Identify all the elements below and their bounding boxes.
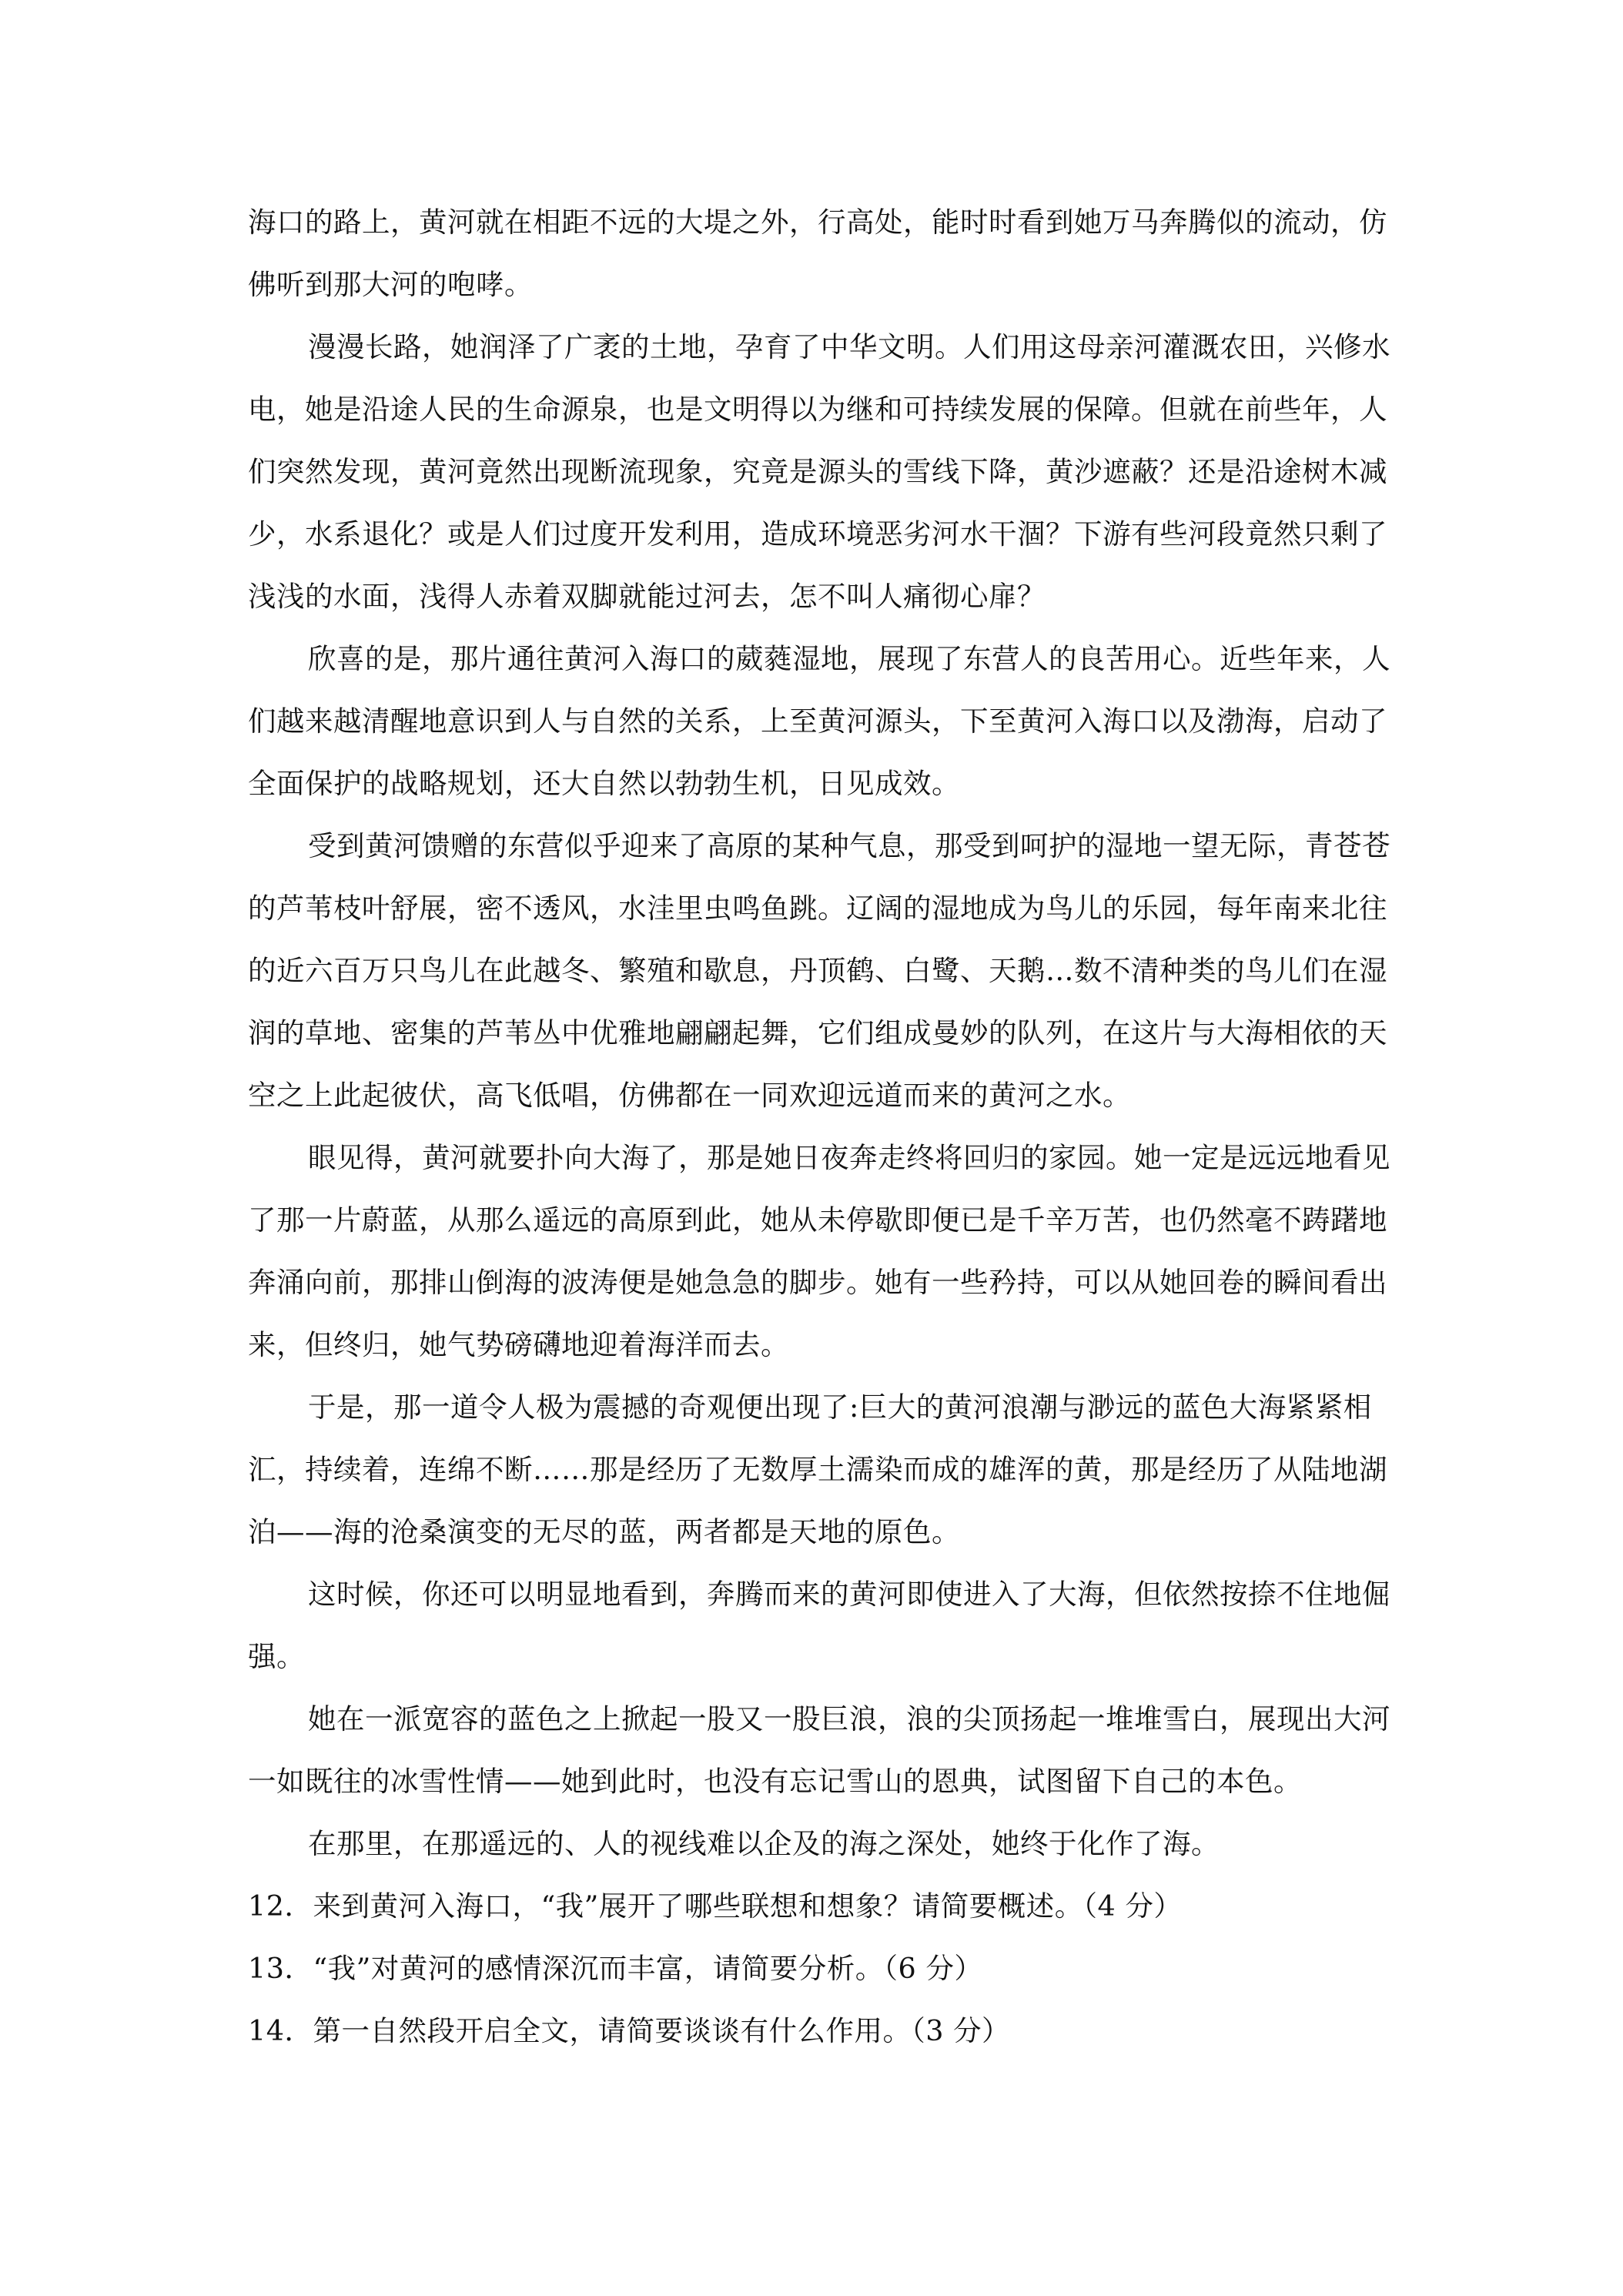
article-body: [248, 191, 1390, 2062]
paragraph-8: [248, 1688, 1390, 1812]
question-14: [248, 2000, 1386, 2062]
question-number: 13．: [248, 1952, 313, 1985]
text-line: 奔涌向前，那排山倒海的波涛便是她急急的脚步。她有一些矜持，可以从她回卷的瞬间看出: [248, 1266, 1387, 1299]
question-list: [248, 1875, 1386, 2062]
text-line: 浅浅的水面，浅得人赤着双脚就能过河去，怎不叫人痛彻心扉？: [248, 580, 1046, 613]
text-line: 海口的路上，黄河就在相距不远的大堤之外，行高处，能时时看到她万马奔腾似的流动，仿: [248, 206, 1387, 239]
paragraph-9: [248, 1812, 1386, 1875]
text-line: 在那里，在那遥远的、人的视线难以企及的海之深处，她终于化作了海。: [308, 1827, 1220, 1860]
text-line: 少，水系退化？或是人们过度开发利用，造成环境恶劣河水干涸？下游有些河段竟然只剩了: [248, 517, 1387, 551]
text-line: 电，她是沿途人民的生命源泉，也是文明得以为继和可持续发展的保障。但就在前些年，人: [248, 393, 1387, 426]
question-number: 14．: [248, 2014, 313, 2047]
text-line: 全面保护的战略规划，还大自然以勃勃生机，日见成效。: [248, 767, 960, 800]
question-12: [248, 1875, 1386, 1937]
paragraph-5: [248, 1126, 1390, 1376]
question-text: “我”对黄河的感情深沉而丰富，请简要分析。（6 分）: [313, 1952, 983, 1985]
text-line: 于是，那一道令人极为震撼的奇观便出现了:巨大的黄河浪潮与渺远的蓝色大海紧紧相: [308, 1391, 1372, 1424]
text-line: 一如既往的冰雪性情——她到此时，也没有忘记雪山的恩典，试图留下自己的本色。: [248, 1765, 1302, 1798]
text-line: 佛听到那大河的咆哮。: [248, 268, 533, 301]
text-line: 的近六百万只鸟儿在此越冬、繁殖和歇息，丹顶鹤、白鹭、天鹅…数不清种类的鸟儿们在湿: [248, 954, 1387, 987]
text-line: 们突然发现，黄河竟然出现断流现象，究竟是源头的雪线下降，黄沙遮蔽？还是沿途树木减: [248, 455, 1387, 488]
paragraph-1: [248, 191, 1386, 316]
paragraph-6: [248, 1376, 1386, 1563]
text-line: 这时候，你还可以明显地看到，奔腾而来的黄河即使进入了大海，但依然按捺不住地倔: [308, 1578, 1390, 1611]
question-text: 来到黄河入海口，“我”展开了哪些联想和想象？请简要概述。（4 分）: [313, 1889, 1183, 1923]
text-line: 漫漫长路，她润泽了广袤的土地，孕育了中华文明。人们用这母亲河灌溉农田，兴修水: [308, 330, 1390, 363]
question-13: [248, 1937, 1386, 2000]
question-number: 12．: [248, 1889, 313, 1923]
text-line: 她在一派宽容的蓝色之上掀起一股又一股巨浪，浪的尖顶扬起一堆堆雪白，展现出大河: [308, 1702, 1390, 1735]
text-line: 强。: [248, 1640, 305, 1673]
paragraph-2: [248, 316, 1390, 628]
text-line: 眼见得，黄河就要扑向大海了，那是她日夜奔走终将回归的家园。她一定是远远地看见: [308, 1141, 1390, 1174]
text-line: 来，但终归，她气势磅礴地迎着海洋而去。: [248, 1328, 789, 1361]
question-text: 第一自然段开启全文，请简要谈谈有什么作用。（3 分）: [313, 2014, 1011, 2047]
text-line: 泊——海的沧桑演变的无尽的蓝，两者都是天地的原色。: [248, 1515, 960, 1548]
paragraph-4: [248, 815, 1390, 1126]
text-line: 汇，持续着，连绵不断……那是经历了无数厚土濡染而成的雄浑的黄，那是经历了从陆地湖: [248, 1453, 1387, 1486]
paragraph-3: [248, 628, 1390, 815]
text-line: 空之上此起彼伏，高飞低唱，仿佛都在一同欢迎远道而来的黄河之水。: [248, 1079, 1131, 1112]
text-line: 欣喜的是，那片通往黄河入海口的葳蕤湿地，展现了东营人的良苦用心。近些年来，人: [308, 642, 1390, 675]
text-line: 们越来越清醒地意识到人与自然的关系，上至黄河源头，下至黄河入海口以及渤海，启动了: [248, 705, 1387, 738]
paragraph-7: [248, 1563, 1390, 1688]
text-line: 受到黄河馈赠的东营似乎迎来了高原的某种气息，那受到呵护的湿地一望无际，青苍苍: [308, 829, 1390, 862]
text-line: 了那一片蔚蓝，从那么遥远的高原到此，她从未停歇即便已是千辛万苦，也仍然毫不踌躇地: [248, 1203, 1387, 1237]
text-line: 润的草地、密集的芦苇丛中优雅地翩翩起舞，它们组成曼妙的队列，在这片与大海相依的天: [248, 1016, 1387, 1049]
text-line: 的芦苇枝叶舒展，密不透风，水洼里虫鸣鱼跳。辽阔的湿地成为鸟儿的乐园，每年南来北往: [248, 892, 1387, 925]
